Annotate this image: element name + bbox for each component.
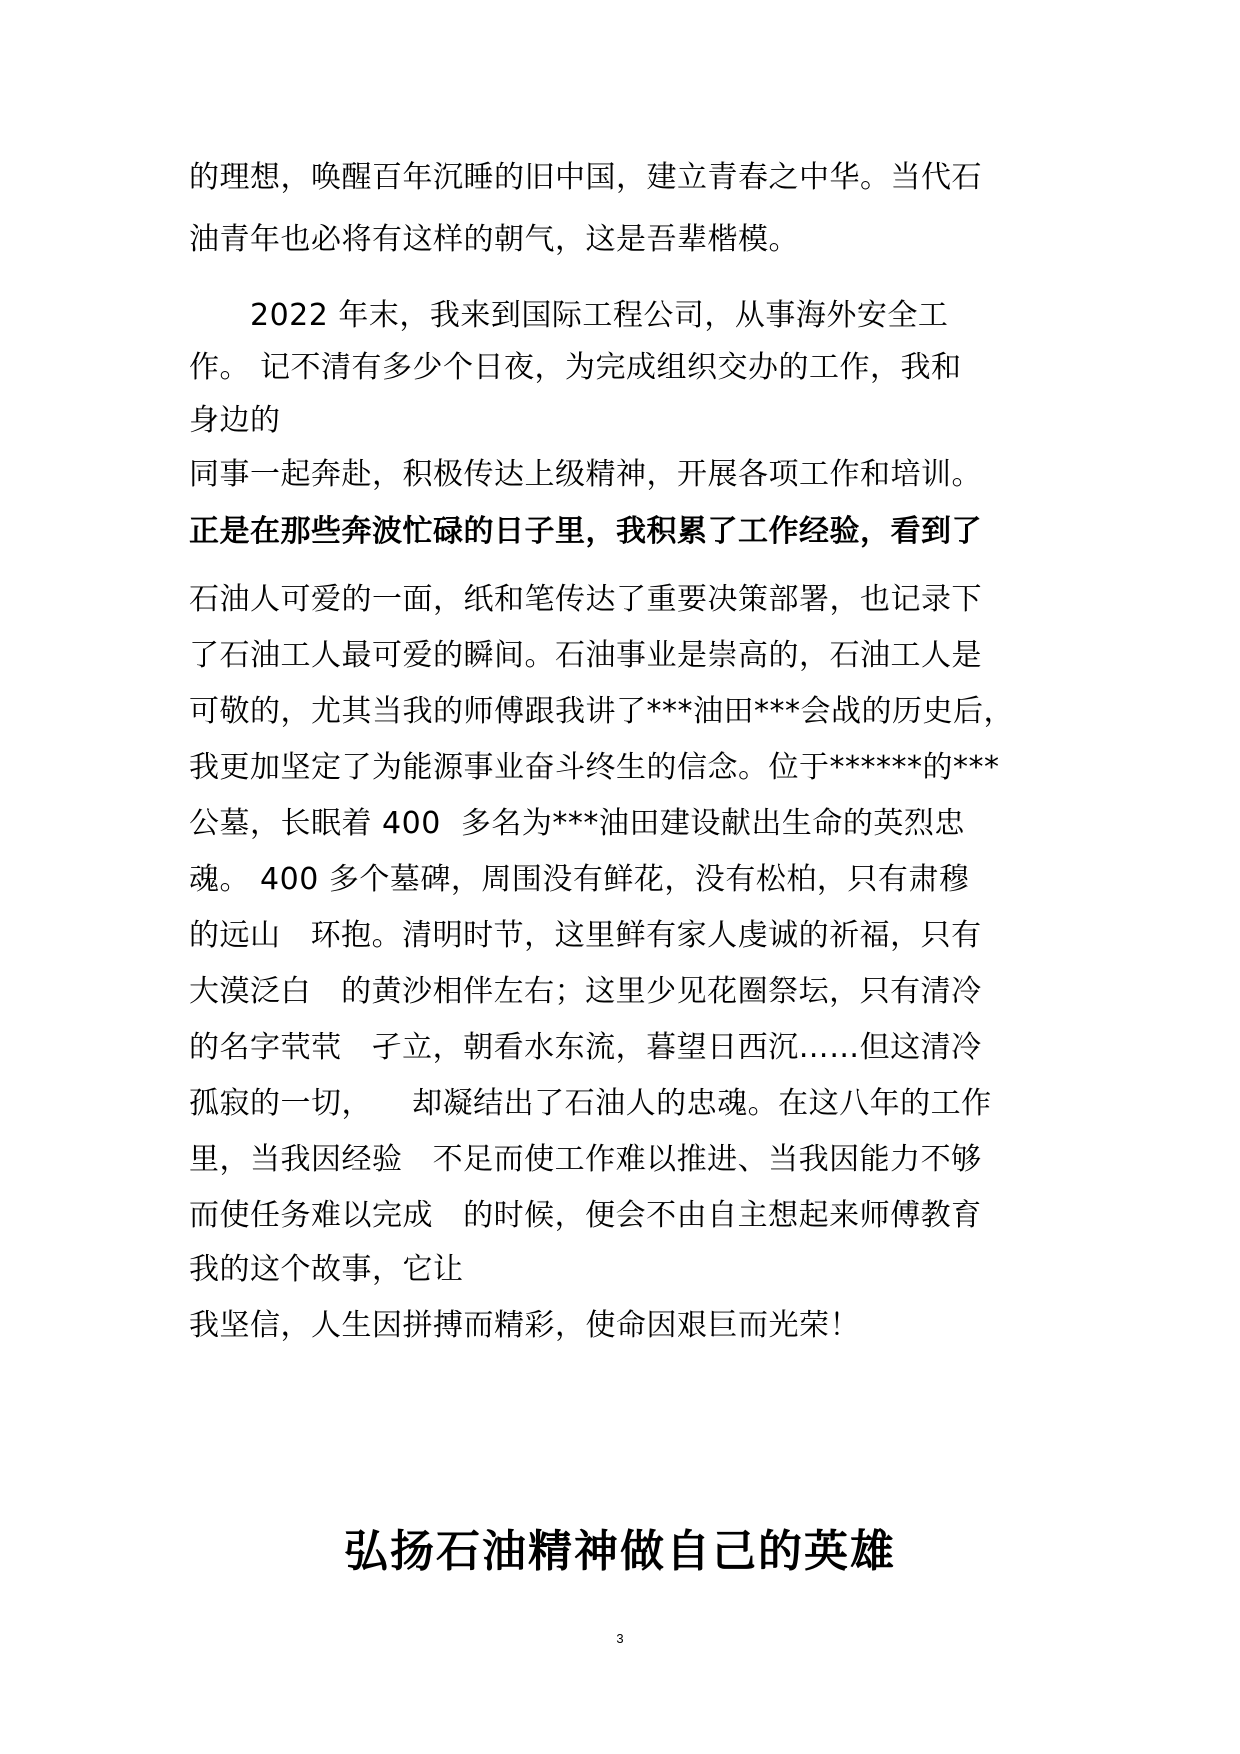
body-line-4: 作。 记不清有多少个日夜，为完成组织交办的工作，我和 xyxy=(189,350,962,385)
body-line-17: 孤寂的一切， 却凝结出了石油人的忠魂。在这八年的工作 xyxy=(189,1086,992,1121)
body-line-16: 的名字茕茕 孑立，朝看水东流，暮望日西沉……但这清冷 xyxy=(189,1030,982,1065)
body-line-14: 的远山 环抱。清明时节，这里鲜有家人虔诚的祈福，只有 xyxy=(189,918,982,953)
body-line-12: 公墓，长眠着 400 多名为***油田建设献出生命的英烈忠 xyxy=(189,806,965,841)
body-line-8: 石油人可爱的一面，纸和笔传达了重要决策部署，也记录下 xyxy=(189,582,982,617)
body-line-1: 的理想，唤醒百年沉睡的旧中国，建立青春之中华。当代石 xyxy=(189,160,982,195)
body-line-9: 了石油工人最可爱的瞬间。石油事业是崇高的，石油工人是 xyxy=(189,638,982,673)
body-line-19: 而使任务难以完成 的时候，便会不由自主想起来师傅教育 xyxy=(189,1198,982,1233)
body-line-21: 我坚信，人生因拼搏而精彩，使命因艰巨而光荣！ xyxy=(189,1308,860,1343)
body-line-5: 身边的 xyxy=(189,403,281,438)
page-number: 3 xyxy=(616,1631,624,1646)
body-line-7-bold: 正是在那些奔波忙碌的日子里，我积累了工作经验，看到了 xyxy=(189,514,982,549)
body-line-10: 可敬的，尤其当我的师傅跟我讲了***油田***会战的历史后， xyxy=(189,694,1014,729)
body-line-18: 里，当我因经验 不足而使工作难以推进、当我因能力不够 xyxy=(189,1142,982,1177)
body-line-6: 同事一起奔赴，积极传达上级精神，开展各项工作和培训。 xyxy=(189,457,982,492)
body-line-15: 大漠泛白 的黄沙相伴左右；这里少见花圈祭坛，只有清冷 xyxy=(189,974,982,1009)
body-line-2: 油青年也必将有这样的朝气，这是吾辈楷模。 xyxy=(189,222,799,257)
body-line-3: 2022 年末，我来到国际工程公司，从事海外安全工 xyxy=(189,298,949,333)
body-line-20: 我的这个故事，它让 xyxy=(189,1252,464,1287)
body-line-13: 魂。 400 多个墓碑，周围没有鲜花，没有松柏，只有肃穆 xyxy=(189,862,970,897)
section-heading: 弘扬石油精神做自己的英雄 xyxy=(344,1526,896,1577)
body-line-11: 我更加坚定了为能源事业奋斗终生的信念。位于******的*** xyxy=(189,750,1000,785)
